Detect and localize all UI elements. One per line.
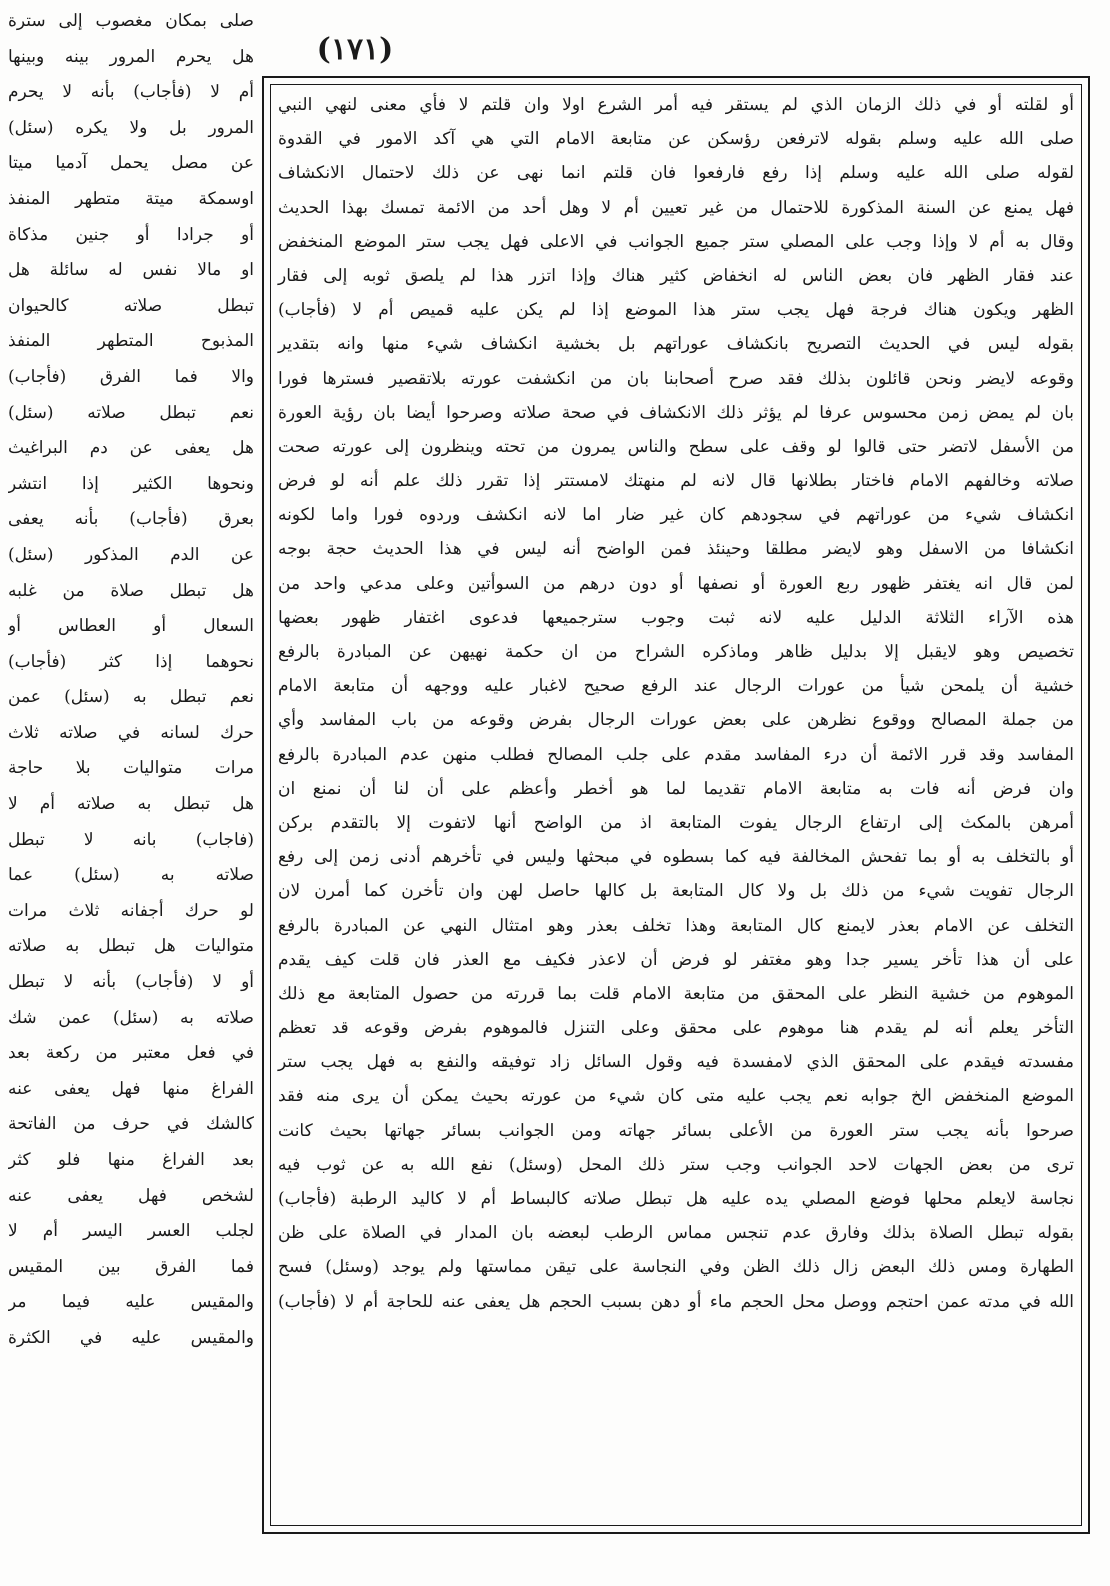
main-line: أمرهن بالمكث إلى ارتفاع الرجال يفوت المتابعة اذ من الواضح أنها لاتفوت إلا بالتقدم بركن xyxy=(278,812,1074,833)
margin-line: المذبوح المتطهر المنفذ xyxy=(8,331,254,352)
main-text-block xyxy=(274,88,1078,1524)
main-line: ترى من بعض الجهات لاحد الجوانب وجب ستر ذلك المحل (وسئل) نفع الله به عن ثوب فيه xyxy=(278,1154,1074,1175)
margin-line: لجلب العسر اليسر أم لا xyxy=(8,1221,254,1242)
margin-line: هل تبطل صلاة من غلبه xyxy=(8,580,254,601)
main-line: الظهر ويكون هناك فرجة فهل يجب ستر هذا الموضع إذا لم يكن عليه قميص أم لا (فأجاب) xyxy=(278,300,1074,321)
main-line: وقال به أم لا وإذا وجب على المصلي ستر جميع الجوانب في الاعلى فهل يجب ستر الموضع المنخفض xyxy=(278,231,1074,252)
margin-line: صلى بمكان مغصوب إلى سترة xyxy=(8,11,254,31)
main-line: بقوله تبطل الصلاة بذلك وفارق عدم تنجس مماس الرطب لبعضه بان المدار في الصلاة على ظن xyxy=(278,1223,1074,1244)
margin-line: بعد الفراغ منها فلو كثر xyxy=(8,1150,254,1170)
main-line: الموهوم من خشية النظر على المحقق من متابعة الامام قلت بما قررته من حصول المتابعة مع ذلك xyxy=(278,983,1074,1004)
main-line: تخصيص وهو لايقبل إلا بدليل ظاهر وماذكره الشراح من ان حكمة نهيهن عن المبادرة بالرفع xyxy=(278,642,1074,662)
main-line: أو بالتخلف به أو بما تفحش المخالفة فيه كما بسطوه في مبحثها وليس في تأخرهم أدنى زمن إلى رفع xyxy=(278,847,1074,868)
main-line: الطهارة ومس ذلك البعض زال ذلك الظن وفي النجاسة على تيقن مماستها ولم يوجد (وسئل) فسح xyxy=(278,1257,1074,1278)
margin-line: اوسمكة ميتة متطهر المنفذ xyxy=(8,188,254,209)
margin-line: صلاته به (سئل) عما xyxy=(8,865,254,886)
margin-line: المرور بل ولا يكره (سئل) xyxy=(8,117,254,138)
margin-line: أم لا (فأجاب) بأنه لا يحرم xyxy=(8,82,254,103)
margin-line: او مالا نفس له سائلة هل xyxy=(8,260,254,281)
margin-line: تبطل صلاته كالحيوان xyxy=(8,295,254,316)
main-line: التأخر يعلم أنه لم يقدم هنا موهوم على محقق وعلى التنزل فالموهوم بفرض وقوعه قد تعظم xyxy=(278,1018,1074,1039)
margin-line: والمقيس عليه فيما مر xyxy=(8,1292,254,1313)
margin-line: ونحوها الكثير إذا انتشر xyxy=(8,473,254,494)
margin-line: متواليات هل تبطل به صلاته xyxy=(8,936,254,957)
main-line: الموضع المنخفض الخ جوابه نعم يجب عليه متى كان شيء من عورته بحيث يمكن أن يرى منه فقد xyxy=(278,1086,1074,1107)
margin-line: نعم تبطل به (سئل) عمن xyxy=(8,687,254,708)
main-line: مفسدته فيقدم على المحقق الذي لامفسدة فيه وقول السائل زاد توفيقه والنفع به فهل يجب ستر xyxy=(278,1052,1074,1073)
main-line: لقوله صلى الله عليه وسلم إذا رفع فارفعوا فان قلتم انما نهى عن ذلك لاحتمال الانكشاف xyxy=(278,163,1074,184)
margin-line: هل تبطل به صلاته أم لا xyxy=(8,794,254,815)
margin-line: عن الدم المذكور (سئل) xyxy=(8,544,254,565)
page-number: (١٧١) xyxy=(316,32,394,67)
main-line: انكشافا من الاسفل وهو لايضر مطلقا وحينئذ فمن الواضح أنه ليس في هذا الحديث حجة بوجه xyxy=(278,539,1074,560)
main-line: هذه الآراء الثلاثة الدليل عليه لانه ثبت وجوب سترجميعها فدعوى اغتفار ظهور بعضها xyxy=(278,607,1074,628)
main-line: بقوله ليس في الحديث التصريح بانكشاف عوراتهم بل بخشية انكشاف شيء منها وانه بتقدير xyxy=(278,334,1074,355)
margin-line: صلاته به (سئل) عمن شك xyxy=(8,1007,254,1028)
margin-line: نحوهما إذا كثر (فأجاب) xyxy=(8,651,254,672)
margin-line: والمقيس عليه في الكثرة xyxy=(8,1327,254,1348)
margin-line: مرات متواليات بلا حاجة xyxy=(8,758,254,779)
margin-line: حرك لسانه في صلاته ثلاث xyxy=(8,722,254,743)
main-line xyxy=(274,1319,1078,1353)
margin-line: أو لا (فأجاب) بأنه لا تبطل xyxy=(8,972,254,993)
margin-line: أو جرادا أو جنين مذكاة xyxy=(8,224,254,245)
main-line: صرحوا بأنه يجب ستر العورة من الأعلى بسائر جهاته ومن الجوانب بسائر جهاتها بحيث كانت xyxy=(278,1120,1074,1141)
main-line: على أن هذا تأخر يسير جدا وهو مغتفر لو فرض أن لاعذر فكيف مع العذر فان قلت كيف يقدم xyxy=(278,949,1074,970)
margin-line: هل يعفى عن دم البراغيث xyxy=(8,438,254,459)
margin-line: بعرق (فأجاب) بأنه يعفى xyxy=(8,509,254,530)
main-line: خشية أن يلمحن شيأ من عورات الرجال عند الرفع صحيح لاغبار عليه ووجهه أن متابعة الامام xyxy=(278,676,1074,697)
margin-line: في فعل معتبر من ركعة بعد xyxy=(8,1043,254,1064)
main-line: انكشاف شيء من عوراتهم في سجودهم كان غير ضار اما لانه انكشف وردوه فورا واما لكونه xyxy=(278,505,1074,526)
margin-line: الفراغ منها فهل يعفى عنه xyxy=(8,1078,254,1099)
main-line: من الأسفل لاتضر حتى قالوا لو وقف على سطح والناس يمرون من تحته وينظرون إلى عورته صحت xyxy=(278,436,1074,457)
margin-line: والا فما الفرق (فأجاب) xyxy=(8,366,254,387)
margin-line: لو حرك أجفانه ثلاث مرات xyxy=(8,900,254,921)
margin-line: فما الفرق بين المقيس xyxy=(8,1256,254,1277)
main-line: أو لقلته أو في ذلك الزمان الذي لم يستقر فيه أمر الشرع اولا وان قلتم لا فأي معنى لنهي النبي xyxy=(278,95,1074,115)
main-line: صلاته وخالفهم الامام فاختار بطلانها قال لانه لم منهتك لامستتر إذا تقرر ذلك علم أنه لو فرض xyxy=(278,471,1074,492)
margin-line: (فاجاب) بانه لا تبطل xyxy=(8,829,254,850)
main-line: الرجال تفويت شيء من ذلك بل ولا كال المتابعة بل كالها حاصل لهن وان تأخرن كما أمرن لان xyxy=(278,881,1074,902)
main-line: المفاسد وقد قرر الائمة أن درء المفاسد مقدم على جلب المصالح فطلب منهن عدم المبادرة بالرفع xyxy=(278,744,1074,765)
main-line: وقوعه لايضر ونحن قائلون بذلك فقد صرح أصحابنا بان من انكشفت عورته بلاتقصير فسترها فورا xyxy=(278,368,1074,389)
main-line: فهل يمنع عن السنة المذكورة للاحتمال من غير تعيين أم لا وهل أحد من الائمة تمسك بهذا الحديث xyxy=(278,197,1074,218)
main-line: نجاسة لايعلم محلها فوضع المصلي يده عليه هل تبطل صلاته كالبساط أم لا كاليد الرطبة (فأجاب) xyxy=(278,1189,1074,1209)
main-line: الله في مدته عمن احتجم ووصل محل الحجم ماء أو دهن بسبب الحجم هل يعفى عنه للحاجة أم لا (فأجاب) xyxy=(278,1291,1074,1312)
main-line: عند فقار الظهر فان بعض الناس له انخفاض كثير هناك وإذا اتزر هذا لم يلصق ثوبه إلى فقار xyxy=(278,265,1074,286)
margin-line: السعال أو العطاس أو xyxy=(8,616,254,637)
margin-line: كالشك في حرف من الفاتحة xyxy=(8,1114,254,1135)
main-line: بان لم يمض زمن محسوس عرفا لم يؤثر ذلك الانكشاف في صحة صلاته وصرحوا أيضا بان رؤية العورة xyxy=(278,402,1074,423)
margin-line: لشخص فهل يعفى عنه xyxy=(8,1185,254,1206)
main-line: لمن قال انه يغتفر ظهور ربع العورة أو نصفها أو دون درهم من السوأتين وعلى مدعي واحد من xyxy=(278,573,1074,594)
main-line: من جملة المصالح ووقوع نظرهن على بعض عورات الرجال بفرض وقوعه من باب المفاسد وأي xyxy=(278,710,1074,731)
margin-line: عن مصل يحمل آدميا ميتا xyxy=(8,153,254,174)
main-line: وان فرض أنه فات به متابعة الامام تقديما لما هو أخطر وأعظم على أن لنا أن نمنع ان xyxy=(278,778,1074,799)
margin-line: نعم تبطل صلاته (سئل) xyxy=(8,402,254,423)
main-line: صلى الله عليه وسلم بقوله لاترفعن رؤسكن عن متابعة الامام التي هي آكد الامور في القدوة xyxy=(278,129,1074,150)
margin-commentary xyxy=(8,4,254,1544)
margin-line: هل يحرم المرور بينه وبينها xyxy=(8,46,254,67)
main-line: التخلف عن الامام بعذر لايمنع كال المتابعة وهذا تخلف بعذر وهو امتثال النهي عن المبادرة بالرفع xyxy=(278,915,1074,936)
